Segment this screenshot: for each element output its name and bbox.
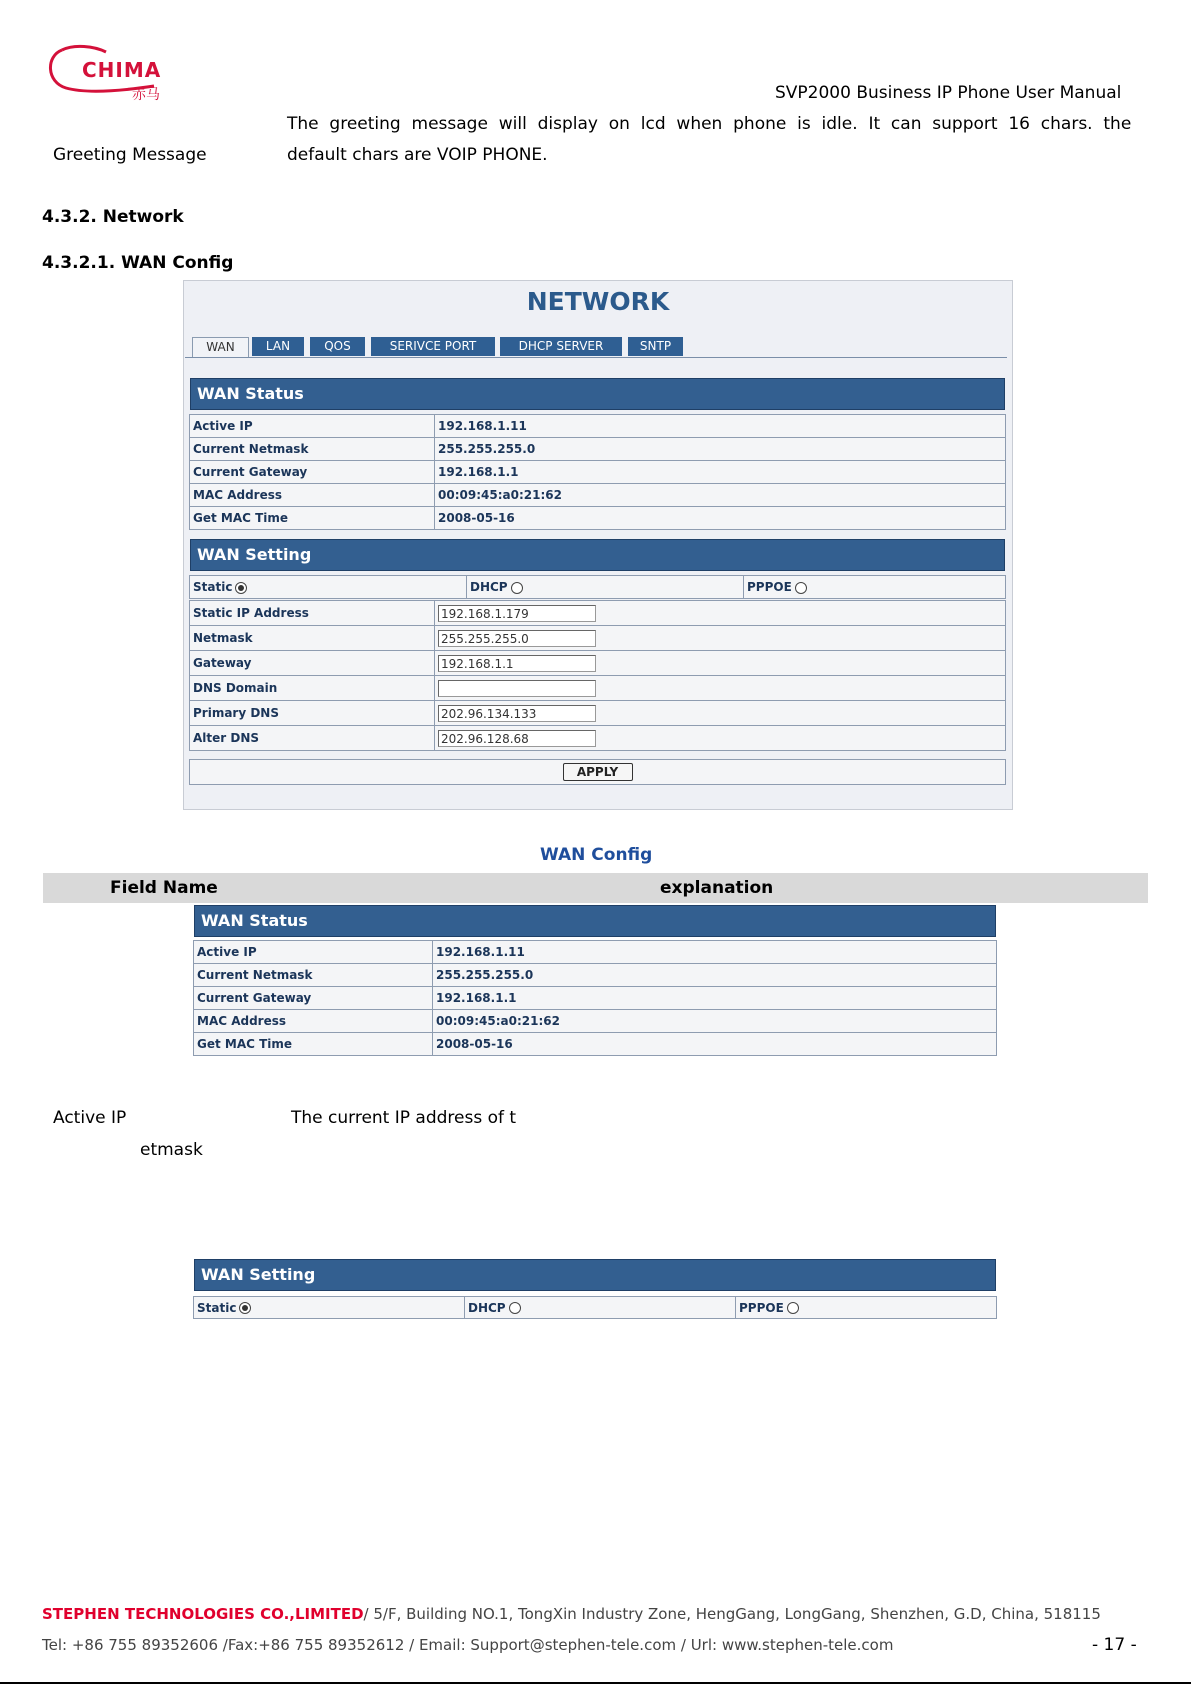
wan-setting-table: [189, 575, 1006, 599]
bottom-rule: [0, 1682, 1191, 1684]
mode-static[interactable]: [194, 1297, 465, 1319]
status-label: Current Gateway: [194, 987, 433, 1010]
netmask-input[interactable]: 255.255.255.0: [438, 630, 596, 647]
radio-pppoe-icon[interactable]: [787, 1302, 799, 1314]
figure-caption: WAN Config: [540, 845, 653, 865]
greeting-field-name: Greeting Message: [53, 145, 207, 165]
status-value: 192.168.1.11: [433, 941, 997, 964]
apply-row: [189, 759, 1006, 785]
radio-dhcp-icon[interactable]: [511, 582, 523, 594]
mode-pppoe-label: PPPOE: [747, 580, 792, 594]
radio-dhcp-icon[interactable]: [509, 1302, 521, 1314]
mode-pppoe[interactable]: [744, 576, 1006, 599]
wan-status-header: WAN Status: [190, 378, 1005, 410]
radio-static-icon[interactable]: [235, 582, 247, 594]
logo-text: CHIMA: [82, 58, 162, 82]
dns-domain-input[interactable]: [438, 680, 596, 697]
tab-dhcp-server[interactable]: DHCP SERVER: [500, 337, 622, 356]
alter-dns-input[interactable]: 202.96.128.68: [438, 730, 596, 747]
network-screenshot: [183, 280, 1013, 810]
status-label: Get MAC Time: [190, 507, 435, 530]
primary-dns-input[interactable]: 202.96.134.133: [438, 705, 596, 722]
tab-service-port[interactable]: SERIVCE PORT: [371, 337, 495, 356]
tab-bar: [185, 337, 1007, 358]
status-value: 255.255.255.0: [433, 964, 997, 987]
mode-dhcp-label: DHCP: [468, 1300, 506, 1315]
tab-sntp[interactable]: SNTP: [628, 337, 683, 356]
status-label: Active IP: [190, 415, 435, 438]
header-field-name: Field Name: [110, 878, 218, 898]
status-value: 255.255.255.0: [435, 438, 1006, 461]
mode-dhcp[interactable]: [467, 576, 744, 599]
mode-static[interactable]: [190, 576, 467, 599]
status-value: 00:09:45:a0:21:62: [433, 1010, 997, 1033]
mode-dhcp[interactable]: [465, 1297, 736, 1319]
status-label: Get MAC Time: [194, 1033, 433, 1056]
setting-label: DNS Domain: [190, 676, 435, 701]
heading-wan-config: 4.3.2.1. WAN Config: [42, 253, 234, 273]
setting-label: Primary DNS: [190, 701, 435, 726]
footer-company: STEPHEN TECHNOLOGIES CO.,LIMITED: [42, 1605, 364, 1623]
network-title: NETWORK: [526, 287, 670, 316]
status-label: Current Netmask: [194, 964, 433, 987]
apply-button[interactable]: APPLY: [563, 763, 633, 781]
page-number: - 17 -: [1092, 1635, 1137, 1655]
greeting-desc-line2: default chars are VOIP PHONE.: [287, 145, 548, 165]
mode-static-label: Static: [197, 1300, 237, 1315]
tab-qos[interactable]: QOS: [310, 337, 365, 356]
status-label: Active IP: [194, 941, 433, 964]
radio-pppoe-icon[interactable]: [795, 582, 807, 594]
status-label: Current Gateway: [190, 461, 435, 484]
netmask-fragment: etmask: [140, 1140, 203, 1160]
status-value: 00:09:45:a0:21:62: [435, 484, 1006, 507]
footer-contact: Tel: +86 755 89352606 /Fax:+86 755 89352612 / Email: Support@stephen-tele.com / Url: www.stephen-tele.com: [42, 1636, 894, 1654]
status-value: 2008-05-16: [435, 507, 1006, 530]
status-value: 192.168.1.11: [435, 415, 1006, 438]
status-label: MAC Address: [190, 484, 435, 507]
wan-setting-image-table: [193, 1296, 997, 1319]
wan-status-image-header: WAN Status: [194, 905, 996, 937]
setting-label: Static IP Address: [190, 601, 435, 626]
chima-logo: [44, 40, 174, 102]
tab-lan[interactable]: LAN: [252, 337, 304, 356]
status-label: Current Netmask: [190, 438, 435, 461]
wan-status-table: [189, 414, 1006, 530]
tab-wan[interactable]: WAN: [192, 337, 249, 357]
table-header: [43, 873, 1148, 903]
logo-subtext: 赤马: [132, 87, 160, 103]
setting-label: Gateway: [190, 651, 435, 676]
wan-setting-fields: [189, 600, 1006, 751]
radio-static-icon[interactable]: [239, 1302, 251, 1314]
status-value: 192.168.1.1: [435, 461, 1006, 484]
gateway-input[interactable]: 192.168.1.1: [438, 655, 596, 672]
active-ip-desc: The current IP address of t: [291, 1108, 517, 1128]
mode-pppoe[interactable]: [736, 1297, 997, 1319]
footer-address: / 5/F, Building NO.1, TongXin Industry Zone, HengGang, LongGang, Shenzhen, G.D, China, 518115: [363, 1605, 1101, 1623]
footer-address-line: [42, 1605, 1101, 1623]
status-value: 192.168.1.1: [433, 987, 997, 1010]
static-ip-input[interactable]: 192.168.1.179: [438, 605, 596, 622]
heading-network: 4.3.2. Network: [42, 207, 184, 227]
status-label: MAC Address: [194, 1010, 433, 1033]
wan-setting-header: WAN Setting: [190, 539, 1005, 571]
wan-setting-image-header: WAN Setting: [194, 1259, 996, 1291]
wan-status-image-table: [193, 940, 997, 1056]
active-ip-field: Active IP: [53, 1108, 127, 1128]
mode-dhcp-label: DHCP: [470, 580, 508, 594]
status-value: 2008-05-16: [433, 1033, 997, 1056]
setting-label: Alter DNS: [190, 726, 435, 751]
header-explanation: explanation: [660, 878, 774, 898]
greeting-desc-line1: The greeting message will display on lcd when phone is idle. It can support 16 chars. the: [287, 114, 1132, 134]
manual-title: SVP2000 Business IP Phone User Manual: [775, 83, 1122, 103]
mode-pppoe-label: PPPOE: [739, 1300, 784, 1315]
setting-label: Netmask: [190, 626, 435, 651]
mode-static-label: Static: [193, 580, 233, 594]
